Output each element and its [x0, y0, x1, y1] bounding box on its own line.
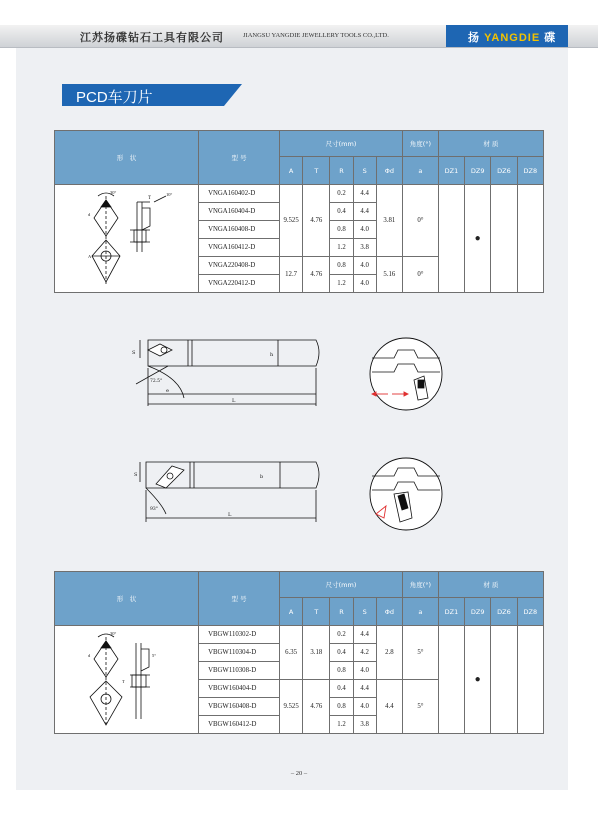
- spec-table-vnga: [54, 130, 544, 293]
- T-cell: 3.18: [303, 626, 330, 680]
- angle-label: 72.5°: [150, 379, 163, 384]
- col-T: T: [303, 157, 330, 185]
- col-header-shape: 形 状: [55, 572, 199, 626]
- col-header-angle: 角度(°): [403, 572, 439, 598]
- s-label: S: [132, 350, 136, 356]
- model-cell: VBGW110302-D: [199, 626, 280, 644]
- detail-circle-2: [364, 456, 450, 532]
- DZ9-cell: ●: [465, 626, 491, 734]
- A-cell: 9.525: [280, 185, 303, 257]
- R-cell: 0.8: [330, 221, 353, 239]
- spec-table-vbgw: [54, 571, 544, 734]
- l-label: L: [228, 512, 232, 518]
- R-cell: 0.2: [330, 185, 353, 203]
- col-S: S: [353, 598, 376, 626]
- col-header-shape: 形 状: [55, 131, 199, 185]
- S-cell: 4.4: [353, 203, 376, 221]
- A-cell: 12.7: [280, 257, 303, 293]
- detail-circle-1: [364, 336, 450, 412]
- S-cell: 4.0: [353, 275, 376, 293]
- d-label: d: [87, 211, 90, 217]
- col-a: a: [403, 157, 439, 185]
- R-cell: 0.2: [330, 626, 353, 644]
- S-cell: 4.4: [353, 185, 376, 203]
- tool-holder-drawing-1: [128, 328, 336, 410]
- angle-label: 93°: [150, 507, 158, 512]
- b-label: b: [260, 474, 264, 480]
- R-cell: 0.4: [330, 203, 353, 221]
- DZ1-cell: [438, 185, 464, 293]
- section-title-text: PCD车刀片: [76, 89, 153, 106]
- angle-cell: 5°: [403, 626, 439, 680]
- col-d: Φd: [376, 157, 402, 185]
- vbgw-insert-drawing: [62, 627, 192, 731]
- A-cell: 6.35: [280, 626, 303, 680]
- col-header-size: 尺寸(mm): [280, 572, 403, 598]
- table-row: [55, 626, 544, 644]
- model-cell: VNGA160408-D: [199, 221, 280, 239]
- R-cell: 1.2: [330, 716, 353, 734]
- col-header-material: 材 质: [438, 572, 543, 598]
- company-name-cn: 江苏扬碟钻石工具有限公司: [80, 31, 224, 44]
- t-label: T: [147, 195, 151, 201]
- angle-label: 30°: [109, 189, 116, 195]
- d-cell: 5.16: [376, 257, 402, 293]
- table-row: [55, 185, 544, 203]
- logo-cn: 扬: [468, 32, 480, 44]
- section-title: [62, 84, 242, 106]
- col-DZ6: DZ6: [491, 157, 517, 185]
- h-label: h: [270, 352, 274, 358]
- S-cell: 4.0: [353, 662, 376, 680]
- angle-cell: 5°: [403, 680, 439, 734]
- R-cell: 0.8: [330, 698, 353, 716]
- col-DZ6: DZ6: [491, 598, 517, 626]
- DZ8-cell: [517, 626, 543, 734]
- R-cell: 1.2: [330, 239, 353, 257]
- angle-cell: 0°: [403, 185, 439, 257]
- T-cell: 4.76: [303, 680, 330, 734]
- angle-label: 30°: [109, 630, 116, 636]
- model-cell: VNGA220408-D: [199, 257, 280, 275]
- model-cell: VNGA160402-D: [199, 185, 280, 203]
- DZ1-cell: [438, 626, 464, 734]
- col-header-size: 尺寸(mm): [280, 131, 403, 157]
- S-cell: 4.4: [353, 680, 376, 698]
- T-cell: 4.76: [303, 185, 330, 257]
- col-a: a: [403, 598, 439, 626]
- DZ9-cell: ●: [465, 185, 491, 293]
- col-A: A: [280, 157, 303, 185]
- col-header-angle: 角度(°): [403, 131, 439, 157]
- col-DZ8: DZ8: [517, 598, 543, 626]
- model-cell: VNGA160404-D: [199, 203, 280, 221]
- S-cell: 4.4: [353, 626, 376, 644]
- angle-label: 5°: [151, 652, 156, 658]
- col-R: R: [330, 157, 353, 185]
- col-DZ9: DZ9: [465, 598, 491, 626]
- col-DZ1: DZ1: [438, 157, 464, 185]
- R-cell: 0.8: [330, 662, 353, 680]
- col-header-material: 材 质: [438, 131, 543, 157]
- R-cell: 0.4: [330, 644, 353, 662]
- model-cell: VBGW110304-D: [199, 644, 280, 662]
- R-cell: 0.4: [330, 680, 353, 698]
- col-A: A: [280, 598, 303, 626]
- d-cell: 4.4: [376, 680, 402, 734]
- angle-cell: 0°: [403, 257, 439, 293]
- company-name-en: JIANGSU YANGDIE JEWELLERY TOOLS CO.,LTD.: [243, 32, 389, 39]
- DZ8-cell: [517, 185, 543, 293]
- model-cell: VBGW110308-D: [199, 662, 280, 680]
- model-cell: VNGA220412-D: [199, 275, 280, 293]
- col-DZ1: DZ1: [438, 598, 464, 626]
- logo-suffix: 碟: [544, 32, 557, 44]
- S-cell: 4.0: [353, 221, 376, 239]
- col-header-model: 型 号: [199, 572, 280, 626]
- page-number: – 20 –: [290, 770, 308, 777]
- vnga-insert-drawing: [62, 186, 192, 290]
- d-label: d: [87, 652, 90, 658]
- a-label: A: [87, 253, 91, 259]
- S-cell: 4.0: [353, 698, 376, 716]
- logo-en: YANGDIE: [484, 32, 541, 44]
- d-cell: 3.81: [376, 185, 402, 257]
- t-label: T: [121, 678, 125, 684]
- col-S: S: [353, 157, 376, 185]
- col-d: Φd: [376, 598, 402, 626]
- insert-drawing-cell: [55, 185, 199, 293]
- model-cell: VBGW160412-D: [199, 716, 280, 734]
- insert-drawing-cell: [55, 626, 199, 734]
- brand-logo: [446, 25, 568, 47]
- R-cell: 0.8: [330, 257, 353, 275]
- DZ6-cell: [491, 626, 517, 734]
- S-cell: 4.2: [353, 644, 376, 662]
- model-cell: VBGW160408-D: [199, 698, 280, 716]
- l-label: L: [232, 398, 236, 404]
- R-cell: 1.2: [330, 275, 353, 293]
- model-cell: VNGA160412-D: [199, 239, 280, 257]
- model-cell: VBGW160404-D: [199, 680, 280, 698]
- s-label: S: [134, 472, 138, 478]
- A-cell: 9.525: [280, 680, 303, 734]
- col-T: T: [303, 598, 330, 626]
- S-cell: 4.0: [353, 257, 376, 275]
- d-cell: 2.8: [376, 626, 402, 680]
- col-R: R: [330, 598, 353, 626]
- T-cell: 4.76: [303, 257, 330, 293]
- DZ6-cell: [491, 185, 517, 293]
- S-cell: 3.8: [353, 716, 376, 734]
- S-cell: 3.8: [353, 239, 376, 257]
- angle-label: 10°: [165, 191, 172, 197]
- col-DZ9: DZ9: [465, 157, 491, 185]
- e-label: e: [166, 388, 169, 394]
- col-header-model: 型 号: [199, 131, 280, 185]
- col-DZ8: DZ8: [517, 157, 543, 185]
- tool-holder-drawing-2: [132, 452, 338, 534]
